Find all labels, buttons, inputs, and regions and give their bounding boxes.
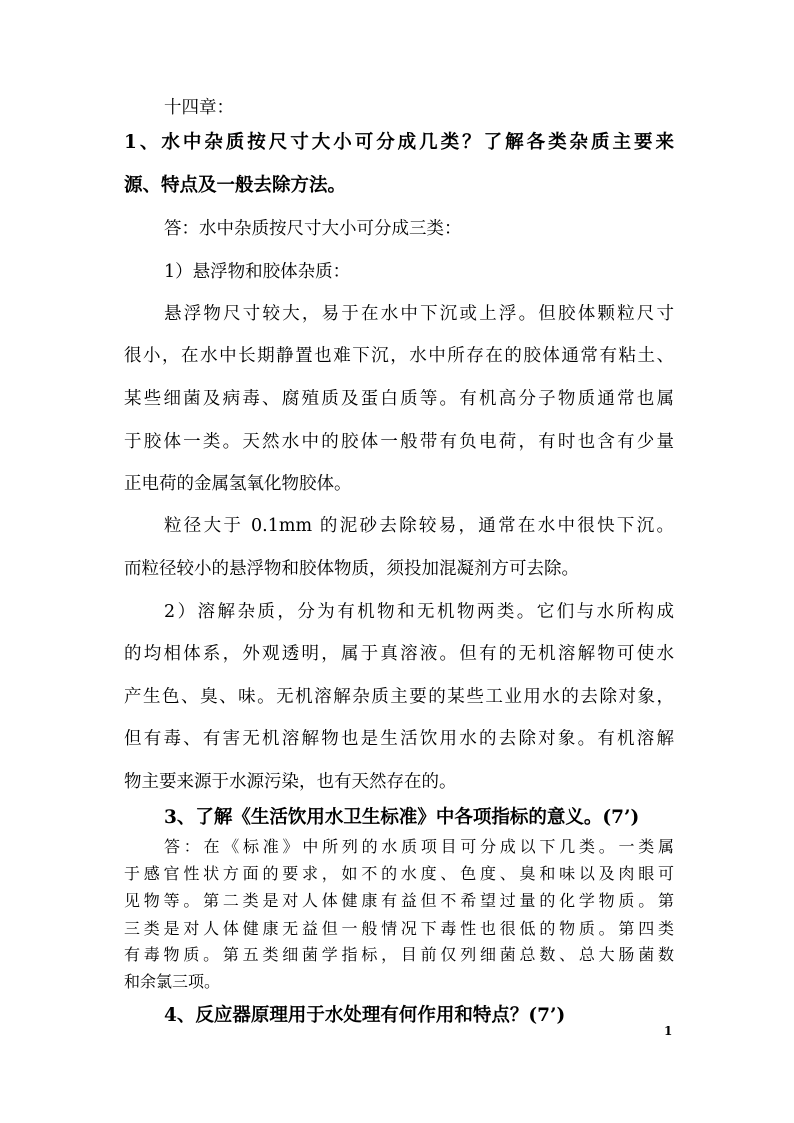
answer-3-line: 答：在《标准》中所列的水质项目可分成以下几类。一类属 [164,837,674,856]
answer-1-paragraph-line: 正电荷的金属氢氧化物胶体。 [124,474,352,494]
answer-1-paragraph-line: 于胶体一类。天然水中的胶体一般带有负电荷，有时也含有少量 [124,432,674,452]
answer-1-paragraph-line: 粒径大于 0.1mm 的泥砂去除较易，通常在水中很快下沉。 [164,516,674,536]
answer-1-item-2-line: 的均相体系，外观透明，属于真溶液。但有的无机溶解物可使水 [124,644,674,664]
answer-1-item-1-heading: 1）悬浮物和胶体杂质： [164,262,351,282]
answer-1-paragraph-line: 而粒径较小的悬浮物和胶体物质，须投加混凝剂方可去除。 [124,559,579,579]
answer-1-paragraph-line: 某些细菌及病毒、腐殖质及蛋白质等。有机高分子物质通常也属 [124,389,674,409]
question-1-line-1: 1、水中杂质按尺寸大小可分成几类？了解各类杂质主要来 [124,132,674,153]
answer-3-line: 于感官性状方面的要求，如不的水度、色度、臭和味以及肉眼可 [124,864,674,883]
question-4: 4、反应器原理用于水处理有何作用和特点？(7’) [164,1005,566,1026]
question-3: 3、了解《生活饮用水卫生标准》中各项指标的意义。(7’) [164,807,640,828]
answer-1-paragraph-line: 很小，在水中长期静置也难下沉，水中所存在的胶体通常有粘土、 [124,346,674,366]
answer-3-line: 三类是对人体健康无益但一般情况下毒性也很低的物质。第四类 [124,919,674,938]
chapter-heading: 十四章： [164,98,234,118]
answer-1-paragraph-line: 悬浮物尺寸较大，易于在水中下沉或上浮。但胶体颗粒尺寸 [164,304,674,324]
answer-1-item-2-line: 但有毒、有害无机溶解物也是生活饮用水的去除对象。有机溶解 [124,729,674,749]
answer-1-item-2-line: 2）溶解杂质，分为有机物和无机物两类。它们与水所构成 [164,602,674,622]
answer-1-intro: 答：水中杂质按尺寸大小可分成三类： [164,219,462,239]
answer-1-item-2-line: 产生色、臭、味。无机溶解杂质主要的某些工业用水的去除对象， [124,687,674,707]
answer-3-line: 见物等。第二类是对人体健康有益但不希望过量的化学物质。第 [124,891,674,910]
question-1-line-2: 源、特点及一般去除方法。 [124,175,347,196]
answer-3-line: 和余氯三项。 [124,972,221,991]
page-number: 1 [664,1024,673,1038]
answer-3-line: 有毒物质。第五类细菌学指标，目前仅列细菌总数、总大肠菌数 [124,945,674,964]
answer-1-item-2-line: 物主要来源于水源污染，也有天然存在的。 [124,772,457,792]
